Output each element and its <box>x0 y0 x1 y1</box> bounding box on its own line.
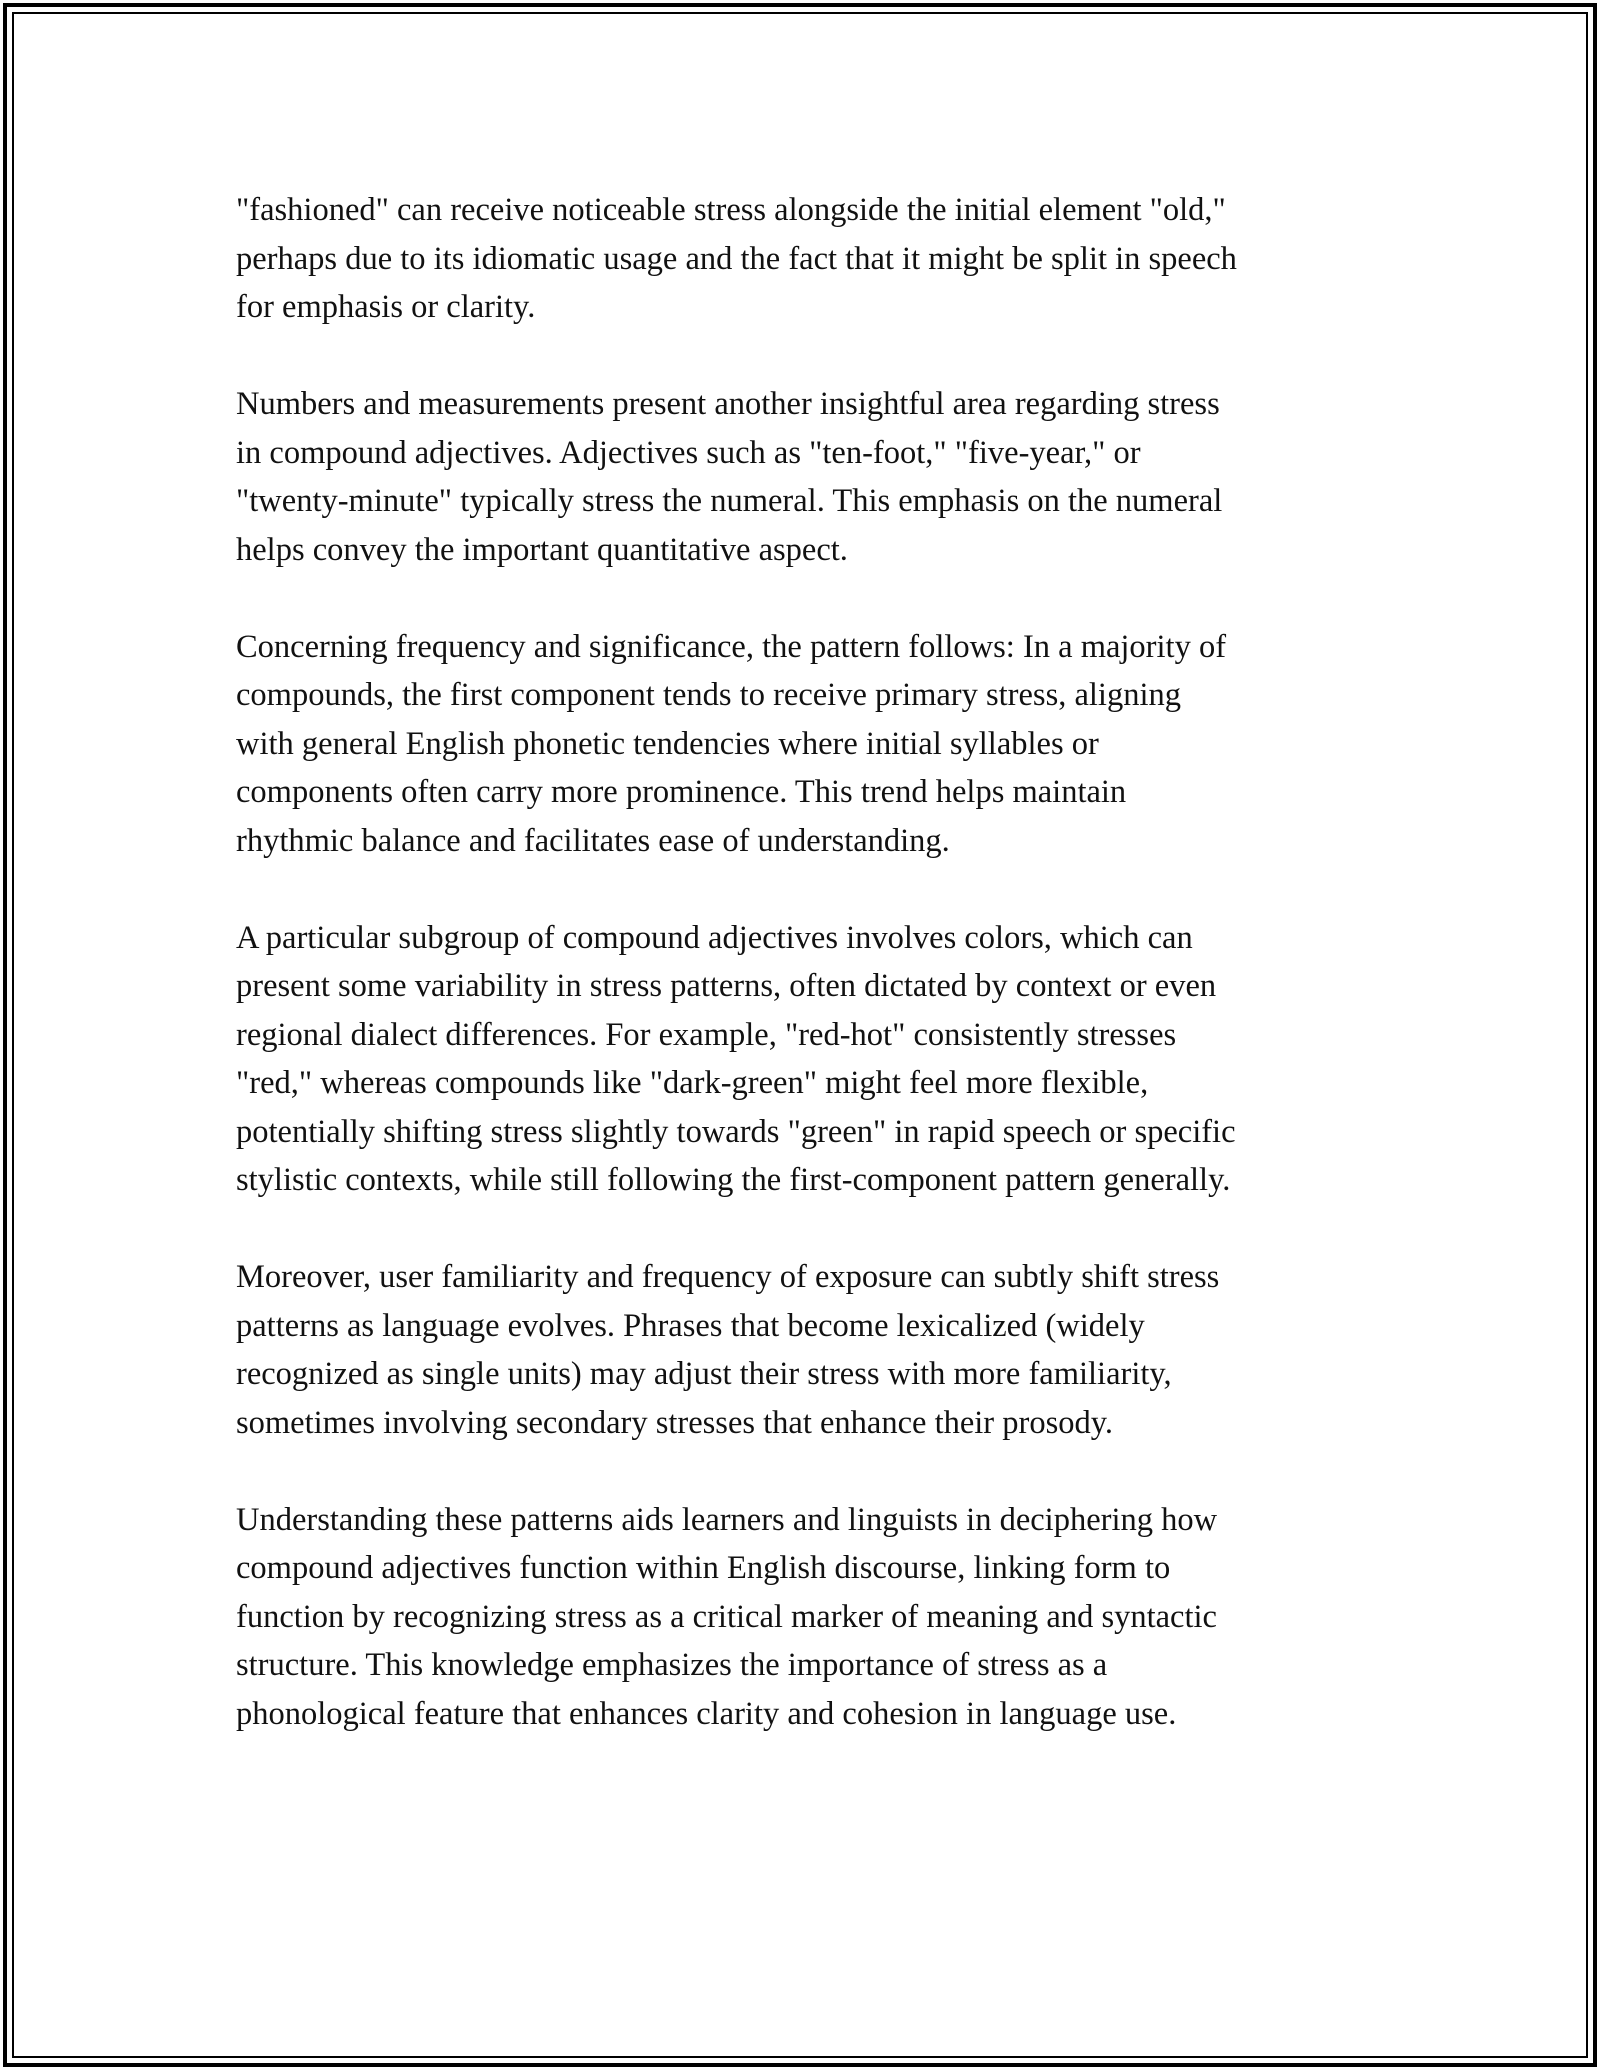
text-line: Numbers and measurements present another insightful area regarding stress <box>236 386 1220 422</box>
paragraph <box>236 623 1376 866</box>
document-body <box>236 186 1376 1787</box>
text-line: perhaps due to its idiomatic usage and the fact that it might be split in speech <box>236 240 1237 277</box>
text-line: rhythmic balance and facilitates ease of understanding. <box>236 822 950 859</box>
text-line: structure. This knowledge emphasizes the importance of stress as a <box>236 1647 1108 1683</box>
text-line: Concerning frequency and significance, the pattern follows: In a majority of <box>236 628 1227 665</box>
paragraph <box>236 186 1376 332</box>
paragraph <box>236 1253 1376 1447</box>
text-line: patterns as language evolves. Phrases that become lexicalized (widely <box>236 1307 1145 1344</box>
text-line: sometimes involving secondary stresses that enhance their prosody. <box>236 1404 1113 1441</box>
text-line: Understanding these patterns aids learners and linguists in deciphering how <box>236 1501 1218 1538</box>
text-line: with general English phonetic tendencies where initial syllables or <box>236 725 1099 762</box>
text-line: components often carry more prominence. This trend helps maintain <box>236 774 1127 810</box>
text-line: compounds, the first component tends to receive primary stress, aligning <box>236 677 1181 713</box>
paragraph <box>236 380 1376 574</box>
text-line: "red," whereas compounds like "dark-green" might feel more flexible, <box>236 1065 1149 1101</box>
text-line: potentially shifting stress slightly towards "green" in rapid speech or specific <box>236 1113 1236 1150</box>
text-line: regional dialect differences. For example, "red-hot" consistently stresses <box>236 1016 1177 1053</box>
text-line: stylistic contexts, while still following the first-component pattern generally. <box>236 1162 1231 1198</box>
text-line: helps convey the important quantitative aspect. <box>236 531 848 568</box>
text-line: in compound adjectives. Adjectives such as "ten-foot," "five-year," or <box>236 434 1141 471</box>
text-line: compound adjectives function within English discourse, linking form to <box>236 1550 1171 1586</box>
text-line: present some variability in stress patterns, often dictated by context or even <box>236 968 1217 1004</box>
text-line: recognized as single units) may adjust their stress with more familiarity, <box>236 1356 1172 1392</box>
text-line: "fashioned" can receive noticeable stress alongside the initial element "old," <box>236 192 1226 228</box>
text-line: A particular subgroup of compound adjectives involves colors, which can <box>236 919 1193 956</box>
text-line: "twenty-minute" typically stress the numeral. This emphasis on the numeral <box>236 483 1223 519</box>
text-line: Moreover, user familiarity and frequency of exposure can subtly shift stress <box>236 1259 1220 1295</box>
text-line: for emphasis or clarity. <box>236 289 536 325</box>
paragraph <box>236 1496 1376 1739</box>
paragraph <box>236 914 1376 1205</box>
text-line: function by recognizing stress as a critical marker of meaning and syntactic <box>236 1598 1217 1635</box>
text-line: phonological feature that enhances clarity and cohesion in language use. <box>236 1695 1177 1732</box>
